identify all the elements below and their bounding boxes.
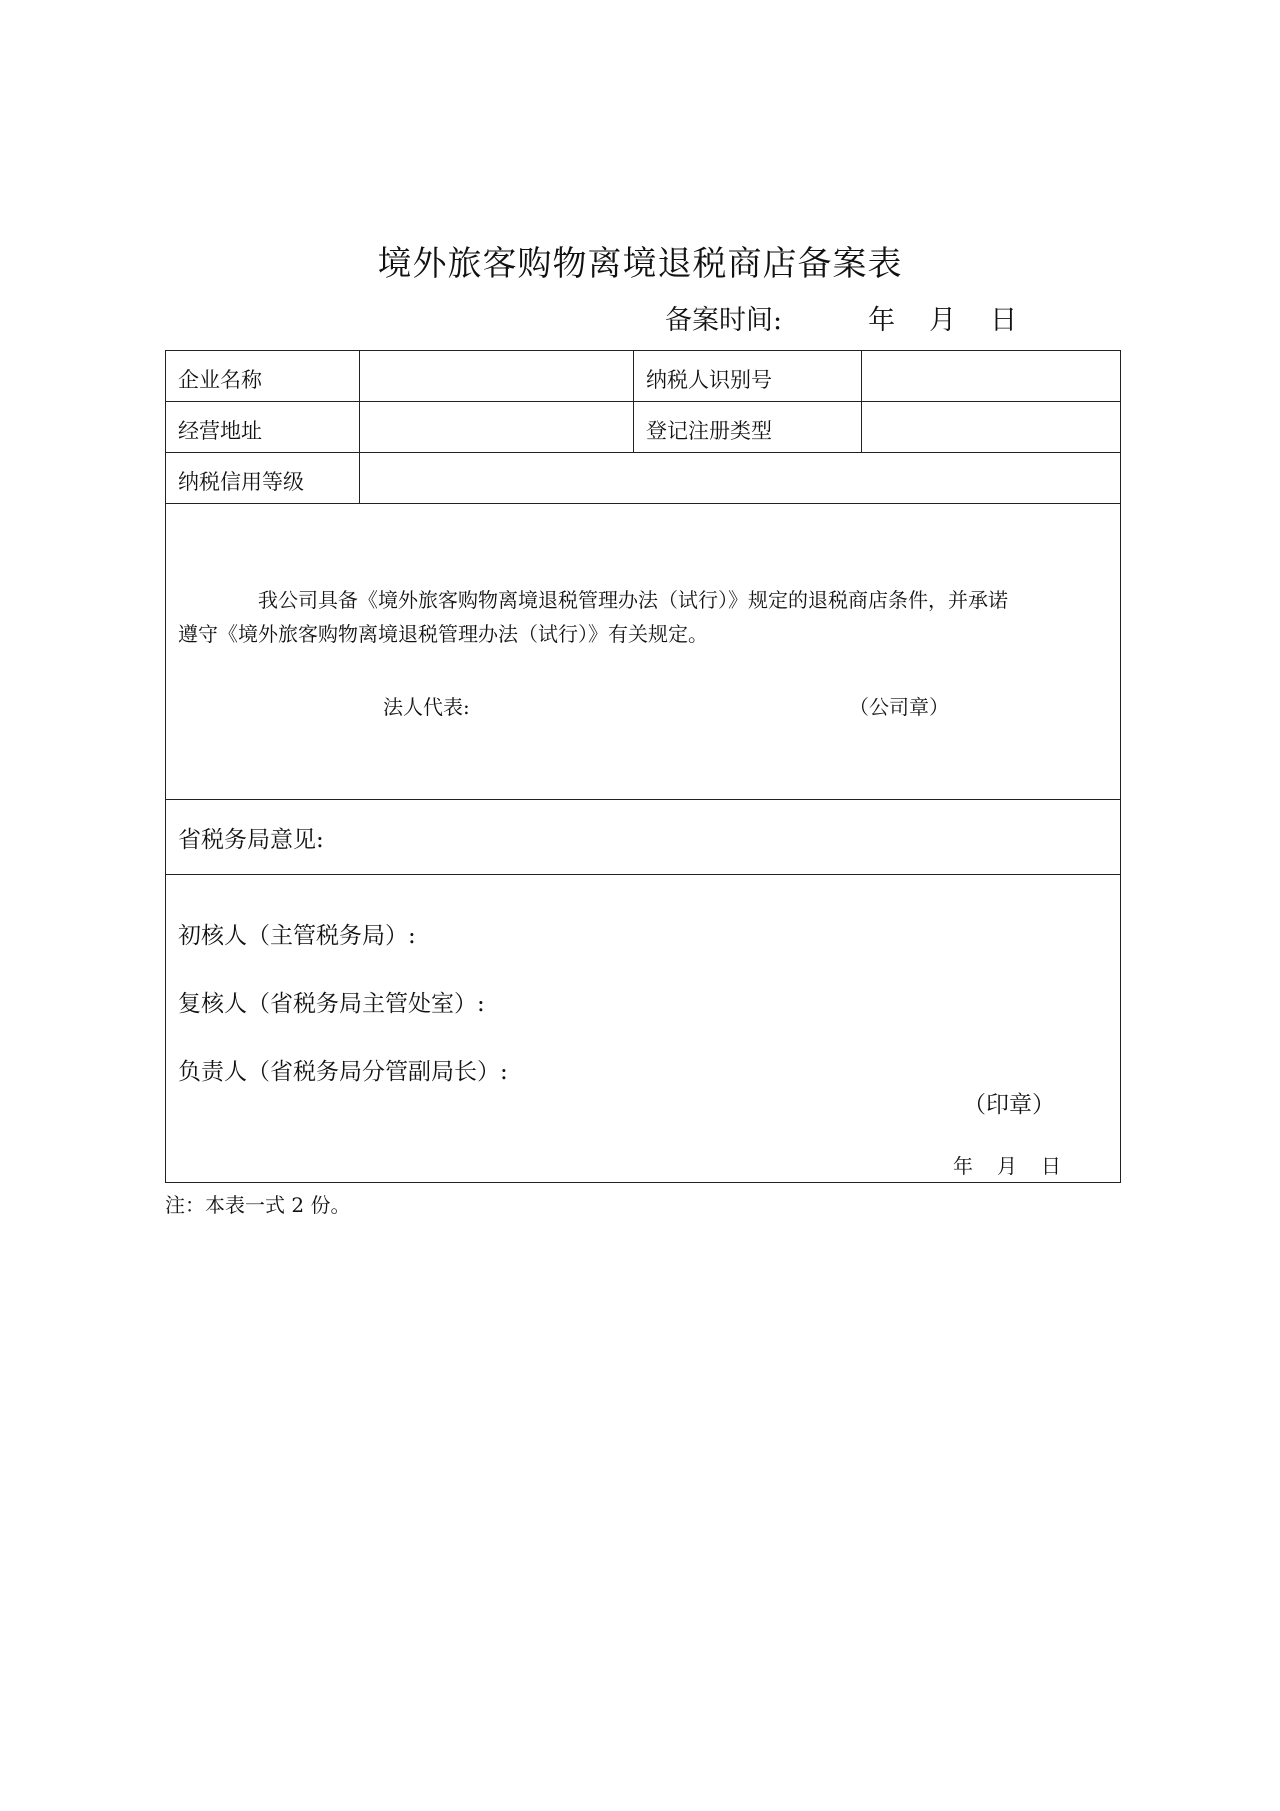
taxpayer-id-field xyxy=(863,353,1118,400)
review-date-day: 日 xyxy=(1041,1154,1061,1178)
row-divider xyxy=(166,874,1120,875)
commitment-line-2: 遵守《境外旅客购物离境退税管理办法（试行）》有关规定。 xyxy=(178,622,708,646)
column-divider xyxy=(633,351,634,452)
provincial-opinion-label: 省税务局意见: xyxy=(178,827,324,853)
review-date xyxy=(953,1150,1061,1179)
responsible-person-label: 负责人（省税务局分管副局长）: xyxy=(178,1059,508,1085)
column-divider xyxy=(861,351,862,452)
footnote: 注：本表一式 2 份。 xyxy=(165,1193,351,1217)
filing-date-day: 日 xyxy=(990,305,1018,336)
review-date-month: 月 xyxy=(997,1154,1017,1178)
row-divider xyxy=(166,452,1120,453)
filing-date-label: 备案时间: xyxy=(665,305,783,336)
business-address-field xyxy=(361,404,631,451)
row-divider xyxy=(166,799,1120,800)
tax-credit-level-field xyxy=(361,455,1118,502)
company-seal-label: （公司章） xyxy=(849,695,949,719)
company-name-label: 企业名称 xyxy=(178,368,262,392)
document-title: 境外旅客购物离境退税商店备案表 xyxy=(377,244,903,284)
row-divider xyxy=(166,401,1120,402)
review-date-year: 年 xyxy=(953,1154,973,1178)
tax-credit-level-label: 纳税信用等级 xyxy=(178,470,304,494)
second-reviewer-label: 复核人（省税务局主管处室）: xyxy=(178,991,485,1017)
seal-label: （印章） xyxy=(963,1092,1055,1118)
commitment-line-1: 我公司具备《境外旅客购物离境退税管理办法（试行）》规定的退税商店条件，并承诺 xyxy=(258,588,1008,612)
filing-table xyxy=(165,350,1121,1183)
row-divider xyxy=(166,503,1120,504)
registration-type-field xyxy=(863,404,1118,451)
initial-reviewer-label: 初核人（主管税务局）: xyxy=(178,923,416,949)
column-divider xyxy=(359,351,360,503)
filing-date xyxy=(665,298,1017,337)
filing-date-month: 月 xyxy=(929,305,957,336)
taxpayer-id-label: 纳税人识别号 xyxy=(646,368,772,392)
company-name-field xyxy=(361,353,631,400)
filing-date-year: 年 xyxy=(868,305,896,336)
legal-representative-label: 法人代表: xyxy=(383,695,470,719)
business-address-label: 经营地址 xyxy=(178,419,262,443)
registration-type-label: 登记注册类型 xyxy=(646,419,772,443)
